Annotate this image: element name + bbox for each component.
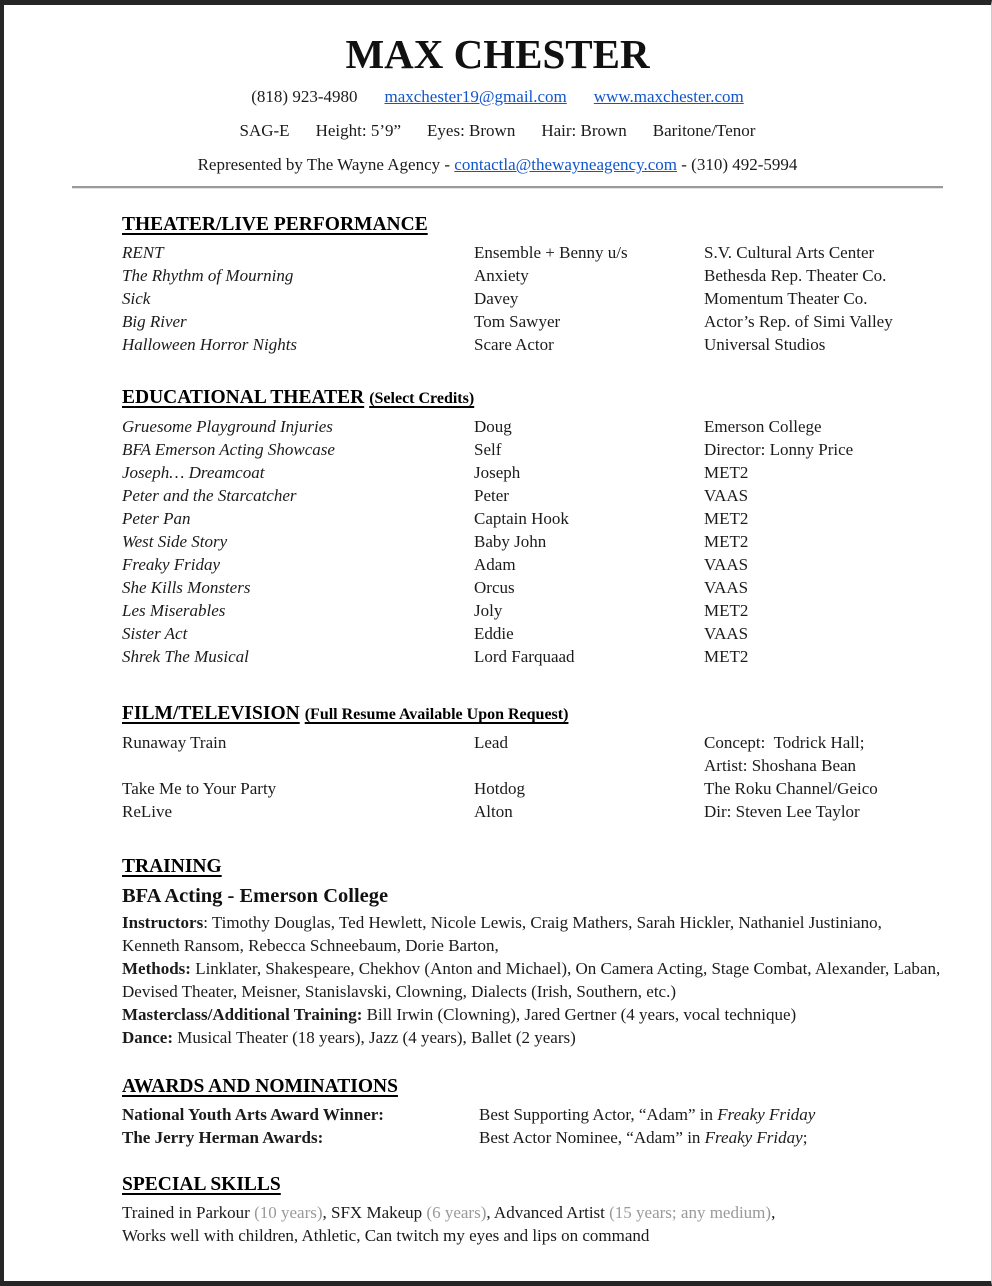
venue: VAAS xyxy=(704,555,749,574)
table-row xyxy=(122,438,941,461)
table-row xyxy=(122,461,941,484)
award-detail-text: Best Actor Nominee, “Adam” in xyxy=(479,1128,705,1147)
venue: MET2 xyxy=(704,601,749,620)
methods-label: Methods: xyxy=(122,959,191,978)
section-special-skills xyxy=(122,1173,941,1247)
venue: Emerson College xyxy=(704,417,822,436)
representation-phone: - (310) 492-5994 xyxy=(677,155,798,174)
representation-line xyxy=(4,154,991,176)
show-title: BFA Emerson Acting Showcase xyxy=(122,440,335,459)
degree-subheading: BFA Acting - Emerson College xyxy=(122,885,389,907)
hair-color: Hair: Brown xyxy=(541,121,627,140)
educational-heading-main: EDUCATIONAL THEATER xyxy=(122,387,365,408)
production-note: Concept: Todrick Hall; xyxy=(704,733,865,752)
representation-text: Represented by The Wayne Agency - xyxy=(197,155,455,174)
table-row xyxy=(122,800,941,823)
union-status: SAG-E xyxy=(239,121,290,140)
venue: VAAS xyxy=(704,624,749,643)
role: Peter xyxy=(474,486,509,505)
height: Height: 5’9” xyxy=(315,121,402,140)
award-row xyxy=(122,1103,941,1126)
section-training xyxy=(122,855,941,1049)
role: Lead xyxy=(474,733,508,752)
film-heading xyxy=(122,702,941,727)
role: Anxiety xyxy=(474,266,529,285)
masterclass-paragraph xyxy=(122,1003,941,1026)
agency-email-link[interactable]: contactla@thewayneagency.com xyxy=(454,155,677,174)
role: Eddie xyxy=(474,624,514,643)
dance-text: Musical Theater (18 years), Jazz (4 years), Ballet (2 years) xyxy=(172,1028,576,1047)
skill-text: Trained in Parkour xyxy=(122,1203,255,1222)
venue: Actor’s Rep. of Simi Valley xyxy=(704,312,893,331)
role: Self xyxy=(474,440,502,459)
project-title: Runaway Train xyxy=(122,733,227,752)
dance-label: Dance: xyxy=(122,1028,173,1047)
venue: MET2 xyxy=(704,647,749,666)
page-title: MAX CHESTER xyxy=(345,31,650,77)
section-theater xyxy=(122,213,941,356)
skills-heading: SPECIAL SKILLS xyxy=(122,1174,281,1195)
venue: Bethesda Rep. Theater Co. xyxy=(704,266,887,285)
show-title: West Side Story xyxy=(122,532,228,551)
skills-line-2: Works well with children, Athletic, Can twitch my eyes and lips on command xyxy=(122,1226,650,1245)
educational-heading-note: (Select Credits) xyxy=(369,390,475,407)
masterclass-text: Bill Irwin (Clowning), Jared Gertner (4 years, vocal technique) xyxy=(362,1005,797,1024)
table-row xyxy=(122,731,941,754)
section-awards xyxy=(122,1075,941,1149)
website-link[interactable]: www.maxchester.com xyxy=(593,87,744,106)
table-row xyxy=(122,553,941,576)
eye-color: Eyes: Brown xyxy=(427,121,516,140)
role: Tom Sawyer xyxy=(474,312,561,331)
phone-number: (818) 923-4980 xyxy=(251,87,358,106)
venue: Universal Studios xyxy=(704,335,826,354)
award-detail-suffix: ; xyxy=(802,1128,808,1147)
show-title: Halloween Horror Nights xyxy=(122,335,298,354)
project-title: ReLive xyxy=(122,802,173,821)
role: Baby John xyxy=(474,532,547,551)
instructors-text: : Timothy Douglas, Ted Hewlett, Nicole Lewis, Craig Mathers, Sarah Hickler, Nathaniel Justiniano, Kenneth Ransom, Rebecca Schneebaum, Dorie Barton, xyxy=(122,913,882,955)
email-link[interactable]: maxchester19@gmail.com xyxy=(384,87,567,106)
award-detail xyxy=(479,1126,941,1149)
role: Captain Hook xyxy=(474,509,569,528)
skill-duration: (6 years) xyxy=(426,1203,487,1222)
skills-line-1 xyxy=(122,1201,941,1224)
venue: MET2 xyxy=(704,509,749,528)
table-row xyxy=(122,310,941,333)
role: Hotdog xyxy=(474,779,525,798)
table-row xyxy=(122,333,941,356)
award-show-title: Freaky Friday xyxy=(704,1128,803,1147)
award-detail-text: Best Supporting Actor, “Adam” in xyxy=(479,1105,718,1124)
award-row xyxy=(122,1126,941,1149)
table-row xyxy=(122,264,941,287)
show-title: Shrek The Musical xyxy=(122,647,249,666)
masterclass-label: Masterclass/Additional Training: xyxy=(122,1005,363,1024)
table-row xyxy=(122,622,941,645)
table-row xyxy=(122,645,941,668)
venue: Director: Lonny Price xyxy=(704,440,854,459)
role: Ensemble + Benny u/s xyxy=(474,243,628,262)
production-note: Dir: Steven Lee Taylor xyxy=(704,802,860,821)
role xyxy=(474,754,704,777)
award-name: National Youth Arts Award Winner: xyxy=(122,1105,384,1124)
show-title: Freaky Friday xyxy=(122,555,221,574)
resume-body xyxy=(4,213,991,1247)
film-heading-main: FILM/TELEVISION xyxy=(122,703,300,724)
project-title: Take Me to Your Party xyxy=(122,779,277,798)
venue: S.V. Cultural Arts Center xyxy=(704,243,875,262)
table-row xyxy=(122,754,941,777)
table-row xyxy=(122,576,941,599)
skill-duration: (15 years; any medium) xyxy=(609,1203,772,1222)
show-title: Les Miserables xyxy=(122,601,226,620)
role: Scare Actor xyxy=(474,335,554,354)
show-title: Peter and the Starcatcher xyxy=(122,486,297,505)
section-educational-theater xyxy=(122,386,941,668)
venue: MET2 xyxy=(704,463,749,482)
show-title: Joseph… Dreamcoat xyxy=(122,463,265,482)
show-title: Big River xyxy=(122,312,187,331)
role: Doug xyxy=(474,417,512,436)
table-row xyxy=(122,287,941,310)
methods-text: Linklater, Shakespeare, Chekhov (Anton and Michael), On Camera Acting, Stage Combat, Alexander, Laban, Devised Theater, Meisner, Stanislavski, Clowning, Dialects (Irish, Southern, etc.) xyxy=(122,959,941,1001)
award-detail xyxy=(479,1103,941,1126)
show-title: The Rhythm of Mourning xyxy=(122,266,294,285)
table-row xyxy=(122,241,941,264)
table-row xyxy=(122,777,941,800)
role: Alton xyxy=(474,802,513,821)
role: Lord Farquaad xyxy=(474,647,575,666)
awards-heading: AWARDS AND NOMINATIONS xyxy=(122,1076,398,1097)
role: Davey xyxy=(474,289,519,308)
venue: VAAS xyxy=(704,578,749,597)
table-row xyxy=(122,484,941,507)
award-name: The Jerry Herman Awards: xyxy=(122,1128,324,1147)
training-heading: TRAINING xyxy=(122,856,222,877)
skill-text: , xyxy=(771,1203,776,1222)
film-heading-note: (Full Resume Available Upon Request) xyxy=(304,706,569,723)
venue: VAAS xyxy=(704,486,749,505)
role: Joseph xyxy=(474,463,521,482)
show-title: She Kills Monsters xyxy=(122,578,251,597)
skill-text: , Advanced Artist xyxy=(486,1203,610,1222)
venue: Momentum Theater Co. xyxy=(704,289,868,308)
methods-paragraph xyxy=(122,957,941,1003)
table-row xyxy=(122,530,941,553)
role: Orcus xyxy=(474,578,515,597)
voice-type: Baritone/Tenor xyxy=(652,121,756,140)
project-title xyxy=(122,754,474,777)
contact-line xyxy=(4,86,991,108)
table-row xyxy=(122,599,941,622)
stats-line xyxy=(4,120,991,142)
venue: MET2 xyxy=(704,532,749,551)
educational-heading xyxy=(122,386,941,411)
show-title: Sick xyxy=(122,289,151,308)
section-film-television xyxy=(122,702,941,823)
table-row xyxy=(122,507,941,530)
production-note: Artist: Shoshana Bean xyxy=(704,756,857,775)
show-title: RENT xyxy=(122,243,164,262)
show-title: Peter Pan xyxy=(122,509,191,528)
role: Joly xyxy=(474,601,503,620)
instructors-paragraph xyxy=(122,911,941,957)
skill-text: , SFX Makeup xyxy=(322,1203,427,1222)
award-show-title: Freaky Friday xyxy=(717,1105,816,1124)
production-note: The Roku Channel/Geico xyxy=(704,779,878,798)
header-divider xyxy=(72,186,943,189)
dance-paragraph xyxy=(122,1026,941,1049)
table-row xyxy=(122,415,941,438)
theater-heading: THEATER/LIVE PERFORMANCE xyxy=(122,214,428,235)
resume-header xyxy=(4,5,991,176)
instructors-label: Instructors xyxy=(122,913,204,932)
show-title: Gruesome Playground Injuries xyxy=(122,417,333,436)
show-title: Sister Act xyxy=(122,624,188,643)
skill-duration: (10 years) xyxy=(254,1203,323,1222)
role: Adam xyxy=(474,555,516,574)
